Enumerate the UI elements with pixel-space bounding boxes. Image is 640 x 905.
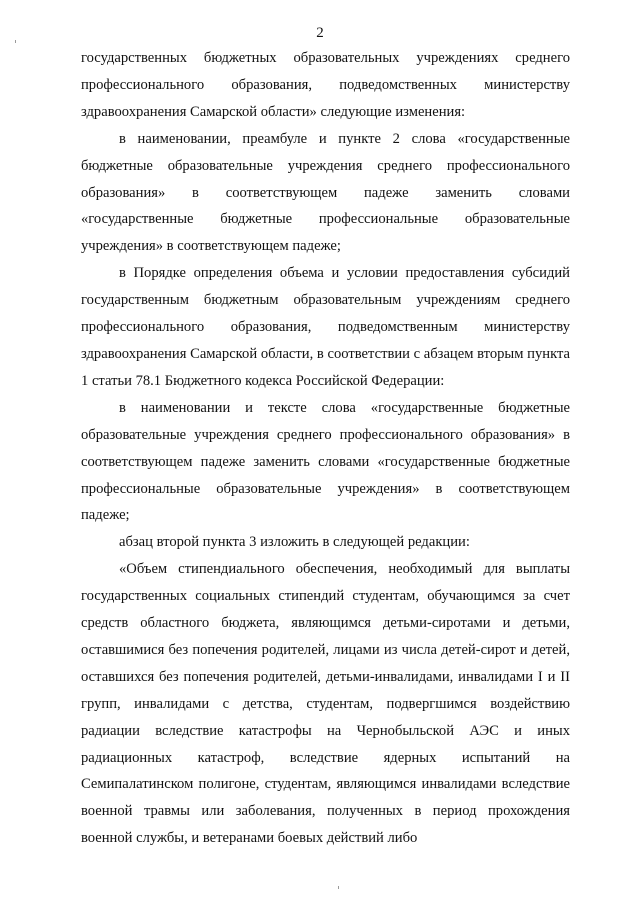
page-number: 2	[316, 25, 324, 41]
paragraph-clause-3: абзац второй пункта 3 изложить в следующей редакции:	[119, 534, 470, 551]
document-body	[81, 45, 570, 852]
paragraph-continuation: государственных бюджетных образовательных учреждениях среднего профессионального образования, подведомственных министерству здравоохранения Самарской области» следующие изменения:	[81, 50, 570, 120]
paragraph-amendment-name: в наименовании, преамбуле и пункте 2 слова «государственные бюджетные образовательные учреждения среднего профессионального образования» в соответствующем падеже заменить словами «государственные бюджетные профессиональные образовательные учреждения» в соответствующем падеже;	[81, 130, 570, 255]
paragraph-amendment-text: в наименовании и тексте слова «государственные бюджетные образовательные учреждения среднего профессионального образования» в соответствующем падеже заменить словами «государственные бюджетные профессиональные образовательные учреждения» в соответствующем падеже;	[81, 399, 570, 524]
scan-mark	[338, 886, 339, 889]
paragraph-procedure: в Порядке определения объема и условии предоставления субсидий государственным бюджетным образовательным учреждениям среднего профессионального образования, подведомственным министерству здравоохранения Самарской области, в соответствии с абзацем вторым пункта 1 статьи 78.1 Бюджетного кодекса Российской Федерации:	[81, 265, 570, 389]
paragraph-stipend: «Объем стипендиального обеспечения, необходимый для выплаты государственных социальных стипендий студентам, обучающимся за счет средств областного бюджета, являющимся детьми-сиротами и детьми, оставшимися без попечения родителей, лицами из числа детей-сирот и детей, оставшихся без попечения родителей, детьми-инвалидами, инвалидами I и II групп, инвалидами с детства, студентам, подвергшимся воздействию радиации вследствие катастрофы на Чернобыльской АЭС и иных радиационных катастроф, вследствие ядерных испытаний на Семипалатинском полигоне, студентам, являющимся инвалидами вследствие военной травмы или заболевания, полученных в период прохождения военной службы, и ветеранами боевых действий либо	[81, 561, 570, 847]
